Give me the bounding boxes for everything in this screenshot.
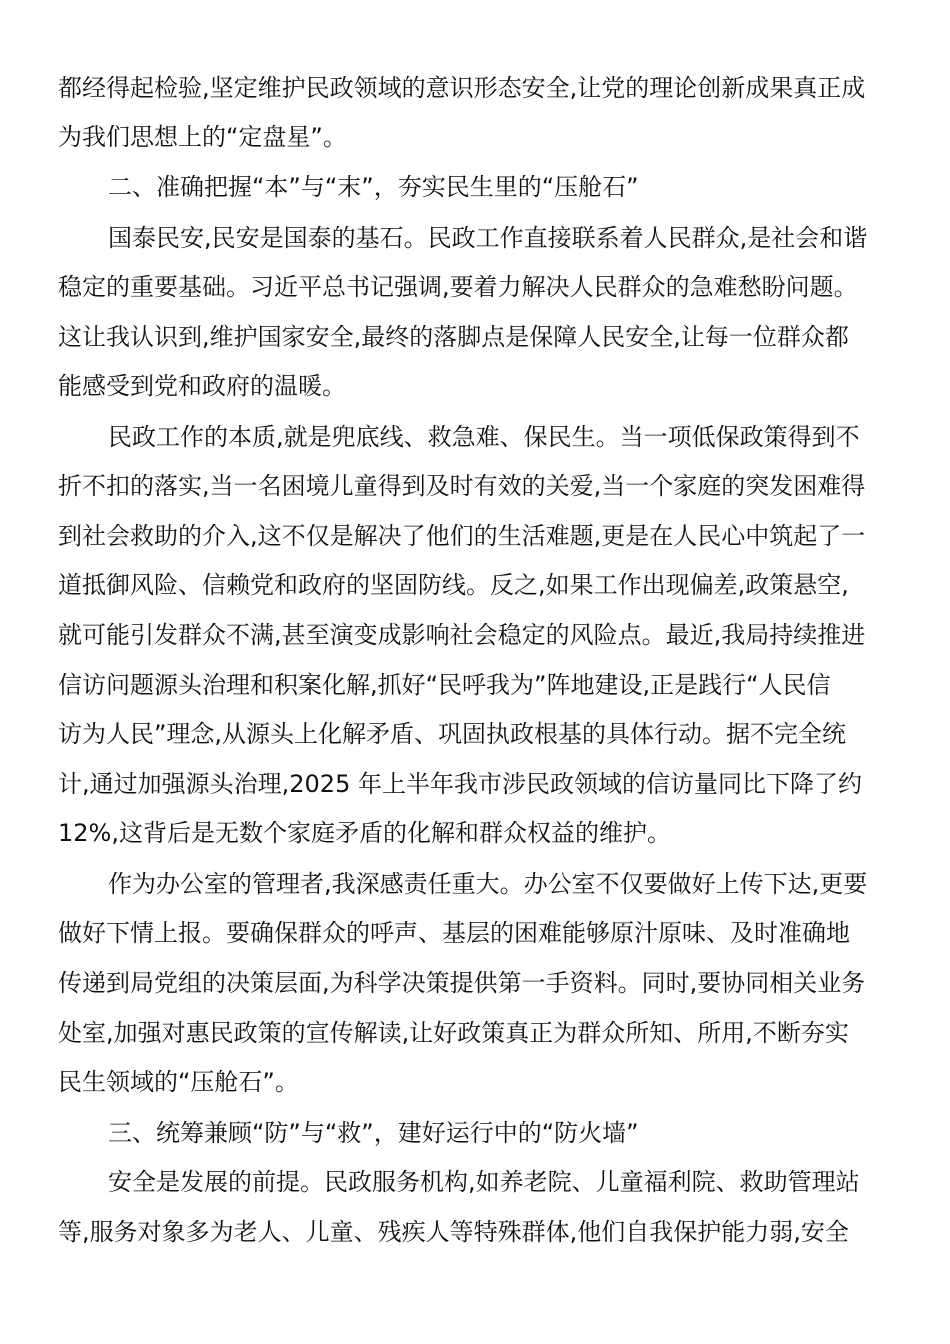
paragraph-line: 计,通过加强源头治理,2025 年上半年我市涉民政领域的信访量同比下降了约 bbox=[58, 770, 862, 798]
paragraph-line: 都经得起检验,坚定维护民政领域的意识形态安全,让党的理论创新成果真正成 bbox=[58, 74, 866, 102]
paragraph-line: 能感受到党和政府的温暖。 bbox=[58, 372, 346, 400]
paragraph-line: 国泰民安,民安是国泰的基石。民政工作直接联系着人民群众,是社会和谐 bbox=[108, 224, 868, 252]
paragraph-line: 民政工作的本质,就是兜底线、救急难、保民生。当一项低保政策得到不 bbox=[108, 423, 860, 451]
paragraph-line: 12%,这背后是无数个家庭矛盾的化解和群众权益的维护。 bbox=[58, 819, 671, 847]
paragraph-line: 作为办公室的管理者,我深感责任重大。办公室不仅要做好上传下达,更要 bbox=[108, 870, 868, 898]
paragraph-line: 稳定的重要基础。习近平总书记强调,要着力解决人民群众的急难愁盼问题。 bbox=[58, 273, 858, 301]
paragraph-line: 折不扣的落实,当一名困境儿童得到及时有效的关爱,当一个家庭的突发困难得 bbox=[58, 472, 866, 500]
paragraph-line: 到社会救助的介入,这不仅是解决了他们的生活难题,更是在人民心中筑起了一 bbox=[58, 522, 866, 550]
paragraph-line: 道抵御风险、信赖党和政府的坚固防线。反之,如果工作出现偏差,政策悬空, bbox=[58, 571, 849, 599]
paragraph-line: 民生领域的“压舱石”。 bbox=[58, 1068, 299, 1096]
paragraph-line: 安全是发展的前提。民政服务机构,如养老院、儿童福利院、救助管理站 bbox=[108, 1168, 860, 1196]
paragraph-line: 就可能引发群众不满,甚至演变成影响社会稳定的风险点。最近,我局持续推进 bbox=[58, 621, 866, 649]
paragraph-line: 这让我认识到,维护国家安全,最终的落脚点是保障人民安全,让每一位群众都 bbox=[58, 323, 849, 351]
paragraph-line: 为我们思想上的“定盘星”。 bbox=[58, 123, 347, 151]
section-heading-2: 二、准确把握“本”与“末”，夯实民生里的“压舱石” bbox=[108, 173, 639, 201]
paragraph-line: 传递到局党组的决策层面,为科学决策提供第一手资料。同时,要协同相关业务 bbox=[58, 969, 866, 997]
section-heading-3: 三、统筹兼顾“防”与“救”，建好运行中的“防火墙” bbox=[108, 1119, 639, 1147]
paragraph-line: 处室,加强对惠民政策的宣传解读,让好政策真正为群众所知、所用,不断夯实 bbox=[58, 1019, 849, 1047]
paragraph-line: 访为人民”理念,从源头上化解矛盾、巩固执政根基的具体行动。据不完全统 bbox=[58, 720, 847, 748]
paragraph-line: 等,服务对象多为老人、儿童、残疾人等特殊群体,他们自我保护能力弱,安全 bbox=[58, 1218, 849, 1246]
paragraph-line: 做好下情上报。要确保群众的呼声、基层的困难能够原汁原味、及时准确地 bbox=[58, 919, 850, 947]
paragraph-line: 信访问题源头治理和积案化解,抓好“民呼我为”阵地建设,正是践行“人民信 bbox=[58, 671, 831, 699]
